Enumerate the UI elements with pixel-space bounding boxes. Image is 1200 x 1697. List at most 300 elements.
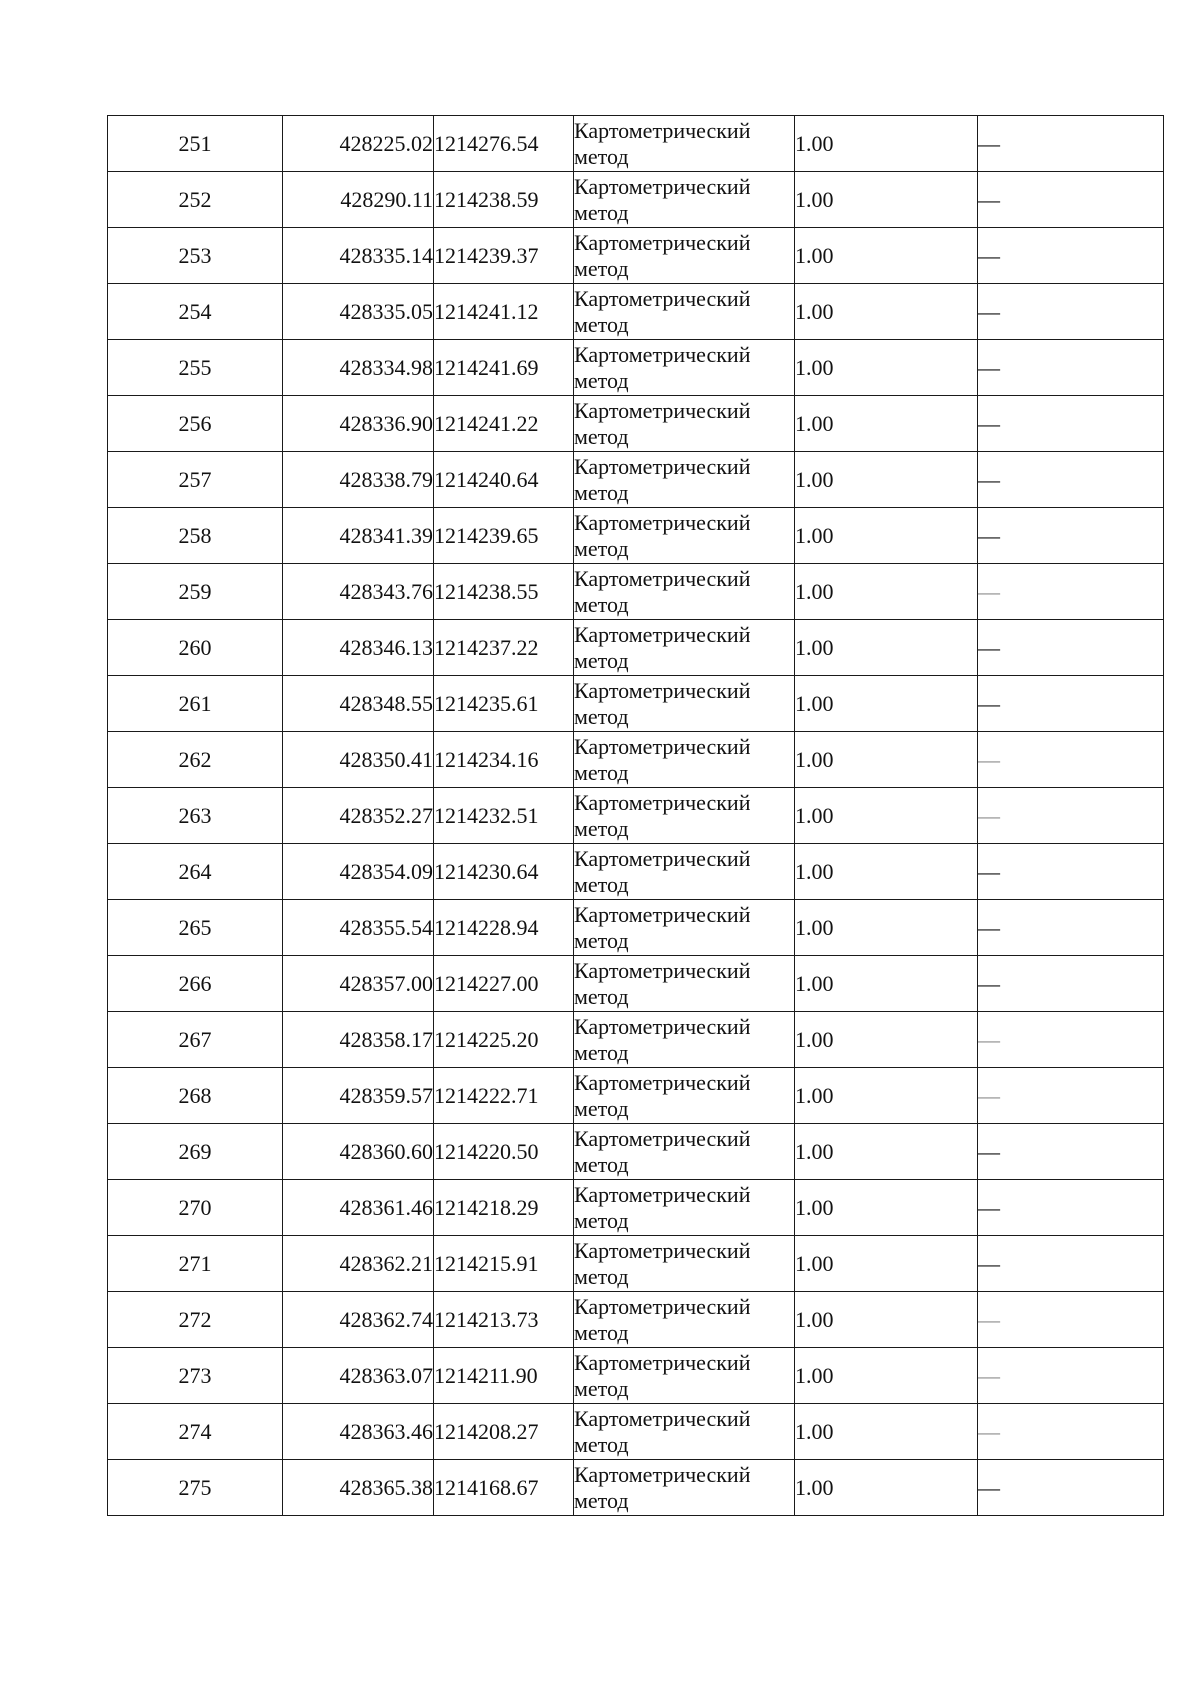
method-line-1: Картометрический: [574, 1293, 751, 1319]
method-line-2: метод: [574, 143, 629, 169]
accuracy-cell: [795, 340, 978, 396]
x-coordinate-cell: [283, 1180, 434, 1236]
point-number-cell: [108, 564, 283, 620]
description-dash: —: [978, 242, 1000, 268]
x-coordinate-value: 428341.39: [339, 522, 433, 548]
point-number-value: 260: [178, 634, 212, 660]
description-cell: [978, 1236, 1164, 1292]
x-coordinate-cell: [283, 900, 434, 956]
method-cell: [574, 676, 795, 732]
accuracy-cell: [795, 956, 978, 1012]
description-cell: [978, 340, 1164, 396]
description-cell: [978, 284, 1164, 340]
accuracy-cell: [795, 900, 978, 956]
method-line-2: метод: [574, 703, 629, 729]
description-dash: —: [978, 1250, 1000, 1276]
accuracy-cell: [795, 620, 978, 676]
y-coordinate-cell: [434, 1460, 574, 1516]
y-coordinate-cell: [434, 1180, 574, 1236]
x-coordinate-cell: [283, 620, 434, 676]
x-coordinate-value: 428362.21: [339, 1250, 433, 1276]
table-row: [108, 1348, 1164, 1404]
method-line-1: Картометрический: [574, 285, 751, 311]
method-cell: [574, 396, 795, 452]
description-dash: —: [978, 354, 1000, 380]
table-row: [108, 620, 1164, 676]
description-dash: —: [978, 578, 1000, 604]
description-dash: —: [978, 914, 1000, 940]
method-line-1: Картометрический: [574, 173, 751, 199]
method-line-1: Картометрический: [574, 565, 751, 591]
method-cell: [574, 1124, 795, 1180]
method-cell: [574, 844, 795, 900]
accuracy-value: 1.00: [795, 242, 834, 268]
point-number-value: 251: [178, 130, 212, 156]
description-dash: —: [978, 802, 1000, 828]
table-row: [108, 452, 1164, 508]
accuracy-cell: [795, 1124, 978, 1180]
accuracy-cell: [795, 396, 978, 452]
method-cell: [574, 1236, 795, 1292]
y-coordinate-value: 1214208.27: [434, 1418, 539, 1444]
accuracy-cell: [795, 116, 978, 172]
y-coordinate-cell: [434, 1068, 574, 1124]
point-number-value: 266: [178, 970, 212, 996]
x-coordinate-value: 428355.54: [339, 914, 433, 940]
method-cell: [574, 1012, 795, 1068]
y-coordinate-value: 1214238.55: [434, 578, 539, 604]
method-cell: [574, 1404, 795, 1460]
description-dash: —: [978, 746, 1000, 772]
method-line-1: Картометрический: [574, 677, 751, 703]
point-number-cell: [108, 1012, 283, 1068]
x-coordinate-cell: [283, 228, 434, 284]
accuracy-value: 1.00: [795, 1194, 834, 1220]
point-number-cell: [108, 620, 283, 676]
description-dash: —: [978, 410, 1000, 436]
x-coordinate-value: 428363.07: [339, 1362, 433, 1388]
accuracy-value: 1.00: [795, 522, 834, 548]
point-number-value: 275: [178, 1474, 212, 1500]
accuracy-value: 1.00: [795, 186, 834, 212]
point-number-value: 273: [178, 1362, 212, 1388]
description-dash: —: [978, 1082, 1000, 1108]
point-number-value: 254: [178, 298, 212, 324]
x-coordinate-cell: [283, 732, 434, 788]
x-coordinate-value: 428352.27: [339, 802, 433, 828]
accuracy-cell: [795, 1460, 978, 1516]
x-coordinate-value: 428359.57: [339, 1082, 433, 1108]
method-line-2: метод: [574, 255, 629, 281]
method-line-2: метод: [574, 759, 629, 785]
x-coordinate-cell: [283, 676, 434, 732]
method-cell: [574, 564, 795, 620]
method-line-1: Картометрический: [574, 117, 751, 143]
table-row: [108, 788, 1164, 844]
table-row: [108, 396, 1164, 452]
method-cell: [574, 172, 795, 228]
description-cell: [978, 1404, 1164, 1460]
table-row: [108, 284, 1164, 340]
method-cell: [574, 228, 795, 284]
method-line-1: Картометрический: [574, 733, 751, 759]
y-coordinate-cell: [434, 116, 574, 172]
method-line-1: Картометрический: [574, 1461, 751, 1487]
point-number-cell: [108, 1460, 283, 1516]
accuracy-cell: [795, 564, 978, 620]
y-coordinate-cell: [434, 340, 574, 396]
method-line-2: метод: [574, 1151, 629, 1177]
x-coordinate-cell: [283, 116, 434, 172]
point-number-value: 252: [178, 186, 212, 212]
y-coordinate-value: 1214232.51: [434, 802, 539, 828]
description-cell: [978, 1124, 1164, 1180]
method-line-2: метод: [574, 927, 629, 953]
accuracy-cell: [795, 1404, 978, 1460]
method-cell: [574, 1292, 795, 1348]
point-number-value: 274: [178, 1418, 212, 1444]
accuracy-value: 1.00: [795, 1026, 834, 1052]
point-number-value: 267: [178, 1026, 212, 1052]
point-number-value: 253: [178, 242, 212, 268]
method-line-2: метод: [574, 311, 629, 337]
method-cell: [574, 116, 795, 172]
description-dash: —: [978, 1026, 1000, 1052]
y-coordinate-cell: [434, 564, 574, 620]
y-coordinate-value: 1214234.16: [434, 746, 539, 772]
y-coordinate-value: 1214215.91: [434, 1250, 539, 1276]
method-line-2: метод: [574, 1319, 629, 1345]
point-number-cell: [108, 788, 283, 844]
method-line-1: Картометрический: [574, 901, 751, 927]
description-dash: —: [978, 634, 1000, 660]
y-coordinate-value: 1214239.65: [434, 522, 539, 548]
x-coordinate-cell: [283, 788, 434, 844]
y-coordinate-value: 1214211.90: [434, 1362, 538, 1388]
description-cell: [978, 1068, 1164, 1124]
y-coordinate-value: 1214237.22: [434, 634, 539, 660]
y-coordinate-value: 1214276.54: [434, 130, 539, 156]
table-row: [108, 1404, 1164, 1460]
table-row: [108, 508, 1164, 564]
description-dash: —: [978, 1138, 1000, 1164]
y-coordinate-cell: [434, 1348, 574, 1404]
y-coordinate-value: 1214235.61: [434, 690, 539, 716]
point-number-cell: [108, 228, 283, 284]
method-line-2: метод: [574, 535, 629, 561]
description-cell: [978, 620, 1164, 676]
accuracy-cell: [795, 788, 978, 844]
table-row: [108, 340, 1164, 396]
point-number-value: 263: [178, 802, 212, 828]
x-coordinate-cell: [283, 1012, 434, 1068]
x-coordinate-cell: [283, 1068, 434, 1124]
point-number-cell: [108, 116, 283, 172]
method-line-1: Картометрический: [574, 1349, 751, 1375]
point-number-cell: [108, 1236, 283, 1292]
method-line-2: метод: [574, 815, 629, 841]
point-number-value: 261: [178, 690, 212, 716]
point-number-cell: [108, 172, 283, 228]
description-dash: —: [978, 298, 1000, 324]
accuracy-value: 1.00: [795, 914, 834, 940]
method-line-1: Картометрический: [574, 1237, 751, 1263]
point-number-cell: [108, 396, 283, 452]
method-line-1: Картометрический: [574, 229, 751, 255]
accuracy-cell: [795, 1348, 978, 1404]
method-line-2: метод: [574, 1095, 629, 1121]
x-coordinate-cell: [283, 172, 434, 228]
method-line-2: метод: [574, 647, 629, 673]
accuracy-value: 1.00: [795, 298, 834, 324]
table-row: [108, 732, 1164, 788]
method-cell: [574, 1348, 795, 1404]
y-coordinate-value: 1214220.50: [434, 1138, 539, 1164]
point-number-cell: [108, 1068, 283, 1124]
description-dash: —: [978, 1306, 1000, 1332]
method-line-2: метод: [574, 1487, 629, 1513]
y-coordinate-value: 1214225.20: [434, 1026, 539, 1052]
description-cell: [978, 788, 1164, 844]
y-coordinate-cell: [434, 1236, 574, 1292]
y-coordinate-cell: [434, 788, 574, 844]
accuracy-cell: [795, 1236, 978, 1292]
point-number-cell: [108, 1404, 283, 1460]
description-dash: —: [978, 858, 1000, 884]
point-number-cell: [108, 1180, 283, 1236]
point-number-cell: [108, 732, 283, 788]
description-cell: [978, 1460, 1164, 1516]
x-coordinate-cell: [283, 1292, 434, 1348]
point-number-value: 258: [178, 522, 212, 548]
accuracy-value: 1.00: [795, 858, 834, 884]
y-coordinate-value: 1214241.12: [434, 298, 539, 324]
method-cell: [574, 732, 795, 788]
description-cell: [978, 844, 1164, 900]
x-coordinate-value: 428360.60: [339, 1138, 433, 1164]
accuracy-value: 1.00: [795, 1362, 834, 1388]
x-coordinate-value: 428358.17: [339, 1026, 433, 1052]
table-row: [108, 116, 1164, 172]
method-line-1: Картометрический: [574, 509, 751, 535]
description-cell: [978, 956, 1164, 1012]
accuracy-cell: [795, 1180, 978, 1236]
table-row: [108, 676, 1164, 732]
x-coordinate-cell: [283, 844, 434, 900]
y-coordinate-cell: [434, 452, 574, 508]
x-coordinate-cell: [283, 284, 434, 340]
method-line-2: метод: [574, 479, 629, 505]
table-row: [108, 1068, 1164, 1124]
method-line-1: Картометрический: [574, 453, 751, 479]
method-line-1: Картометрический: [574, 845, 751, 871]
accuracy-value: 1.00: [795, 690, 834, 716]
table-row: [108, 172, 1164, 228]
coordinates-table: [107, 115, 1164, 1516]
table-row: [108, 228, 1164, 284]
description-dash: —: [978, 970, 1000, 996]
x-coordinate-value: 428365.38: [339, 1474, 433, 1500]
method-cell: [574, 900, 795, 956]
description-cell: [978, 172, 1164, 228]
accuracy-value: 1.00: [795, 1474, 834, 1500]
method-line-2: метод: [574, 1263, 629, 1289]
description-cell: [978, 116, 1164, 172]
method-cell: [574, 1180, 795, 1236]
description-cell: [978, 228, 1164, 284]
accuracy-value: 1.00: [795, 1250, 834, 1276]
table-row: [108, 1012, 1164, 1068]
method-line-2: метод: [574, 199, 629, 225]
accuracy-value: 1.00: [795, 970, 834, 996]
y-coordinate-value: 1214218.29: [434, 1194, 539, 1220]
point-number-value: 264: [178, 858, 212, 884]
x-coordinate-value: 428354.09: [339, 858, 433, 884]
x-coordinate-value: 428335.05: [339, 298, 433, 324]
description-cell: [978, 1292, 1164, 1348]
accuracy-cell: [795, 1292, 978, 1348]
description-dash: —: [978, 1474, 1000, 1500]
y-coordinate-value: 1214168.67: [434, 1474, 539, 1500]
method-cell: [574, 620, 795, 676]
x-coordinate-cell: [283, 564, 434, 620]
y-coordinate-cell: [434, 900, 574, 956]
method-cell: [574, 452, 795, 508]
y-coordinate-value: 1214240.64: [434, 466, 539, 492]
x-coordinate-cell: [283, 1460, 434, 1516]
accuracy-value: 1.00: [795, 1082, 834, 1108]
x-coordinate-cell: [283, 1348, 434, 1404]
x-coordinate-value: 428343.76: [339, 578, 433, 604]
description-dash: —: [978, 690, 1000, 716]
accuracy-cell: [795, 284, 978, 340]
x-coordinate-value: 428346.13: [339, 634, 433, 660]
description-dash: —: [978, 1418, 1000, 1444]
description-dash: —: [978, 186, 1000, 212]
point-number-value: 270: [178, 1194, 212, 1220]
accuracy-cell: [795, 172, 978, 228]
point-number-cell: [108, 452, 283, 508]
accuracy-value: 1.00: [795, 578, 834, 604]
method-line-1: Картометрический: [574, 1125, 751, 1151]
table-row: [108, 1292, 1164, 1348]
method-line-1: Картометрический: [574, 957, 751, 983]
x-coordinate-cell: [283, 508, 434, 564]
accuracy-cell: [795, 452, 978, 508]
method-cell: [574, 340, 795, 396]
x-coordinate-cell: [283, 396, 434, 452]
accuracy-cell: [795, 732, 978, 788]
method-line-1: Картометрический: [574, 1405, 751, 1431]
y-coordinate-cell: [434, 284, 574, 340]
description-cell: [978, 508, 1164, 564]
x-coordinate-value: 428361.46: [339, 1194, 433, 1220]
method-cell: [574, 284, 795, 340]
description-dash: —: [978, 130, 1000, 156]
accuracy-value: 1.00: [795, 746, 834, 772]
x-coordinate-value: 428357.00: [339, 970, 433, 996]
accuracy-value: 1.00: [795, 410, 834, 436]
point-number-value: 271: [178, 1250, 212, 1276]
accuracy-value: 1.00: [795, 466, 834, 492]
y-coordinate-cell: [434, 396, 574, 452]
accuracy-value: 1.00: [795, 802, 834, 828]
accuracy-cell: [795, 228, 978, 284]
x-coordinate-cell: [283, 956, 434, 1012]
method-line-2: метод: [574, 1431, 629, 1457]
table-row: [108, 956, 1164, 1012]
method-line-2: метод: [574, 367, 629, 393]
method-line-2: метод: [574, 983, 629, 1009]
method-line-2: метод: [574, 871, 629, 897]
description-cell: [978, 1012, 1164, 1068]
x-coordinate-cell: [283, 1124, 434, 1180]
accuracy-cell: [795, 1012, 978, 1068]
method-line-2: метод: [574, 1039, 629, 1065]
accuracy-value: 1.00: [795, 1138, 834, 1164]
accuracy-value: 1.00: [795, 130, 834, 156]
method-cell: [574, 956, 795, 1012]
y-coordinate-value: 1214230.64: [434, 858, 539, 884]
table-row: [108, 564, 1164, 620]
method-cell: [574, 1068, 795, 1124]
x-coordinate-value: 428348.55: [339, 690, 433, 716]
y-coordinate-cell: [434, 172, 574, 228]
y-coordinate-cell: [434, 1404, 574, 1460]
method-line-1: Картометрический: [574, 621, 751, 647]
x-coordinate-cell: [283, 340, 434, 396]
table-row: [108, 900, 1164, 956]
method-line-2: метод: [574, 591, 629, 617]
point-number-cell: [108, 900, 283, 956]
table-row: [108, 844, 1164, 900]
point-number-value: 259: [178, 578, 212, 604]
description-dash: —: [978, 1362, 1000, 1388]
y-coordinate-value: 1214241.22: [434, 410, 539, 436]
description-cell: [978, 1180, 1164, 1236]
description-cell: [978, 564, 1164, 620]
y-coordinate-cell: [434, 676, 574, 732]
accuracy-cell: [795, 676, 978, 732]
x-coordinate-cell: [283, 1236, 434, 1292]
y-coordinate-value: 1214227.00: [434, 970, 539, 996]
description-dash: —: [978, 1194, 1000, 1220]
x-coordinate-value: 428290.11: [340, 186, 433, 212]
y-coordinate-cell: [434, 508, 574, 564]
point-number-value: 262: [178, 746, 212, 772]
x-coordinate-value: 428338.79: [339, 466, 433, 492]
table-row: [108, 1460, 1164, 1516]
accuracy-value: 1.00: [795, 1306, 834, 1332]
point-number-value: 269: [178, 1138, 212, 1164]
accuracy-cell: [795, 844, 978, 900]
table-row: [108, 1180, 1164, 1236]
y-coordinate-cell: [434, 732, 574, 788]
y-coordinate-cell: [434, 1012, 574, 1068]
description-dash: —: [978, 466, 1000, 492]
y-coordinate-cell: [434, 228, 574, 284]
x-coordinate-value: 428225.02: [339, 130, 433, 156]
y-coordinate-value: 1214239.37: [434, 242, 539, 268]
description-dash: —: [978, 522, 1000, 548]
point-number-value: 255: [178, 354, 212, 380]
y-coordinate-value: 1214222.71: [434, 1082, 539, 1108]
accuracy-cell: [795, 1068, 978, 1124]
accuracy-value: 1.00: [795, 354, 834, 380]
point-number-cell: [108, 1348, 283, 1404]
coordinates-table-body: [108, 116, 1164, 1516]
y-coordinate-cell: [434, 956, 574, 1012]
